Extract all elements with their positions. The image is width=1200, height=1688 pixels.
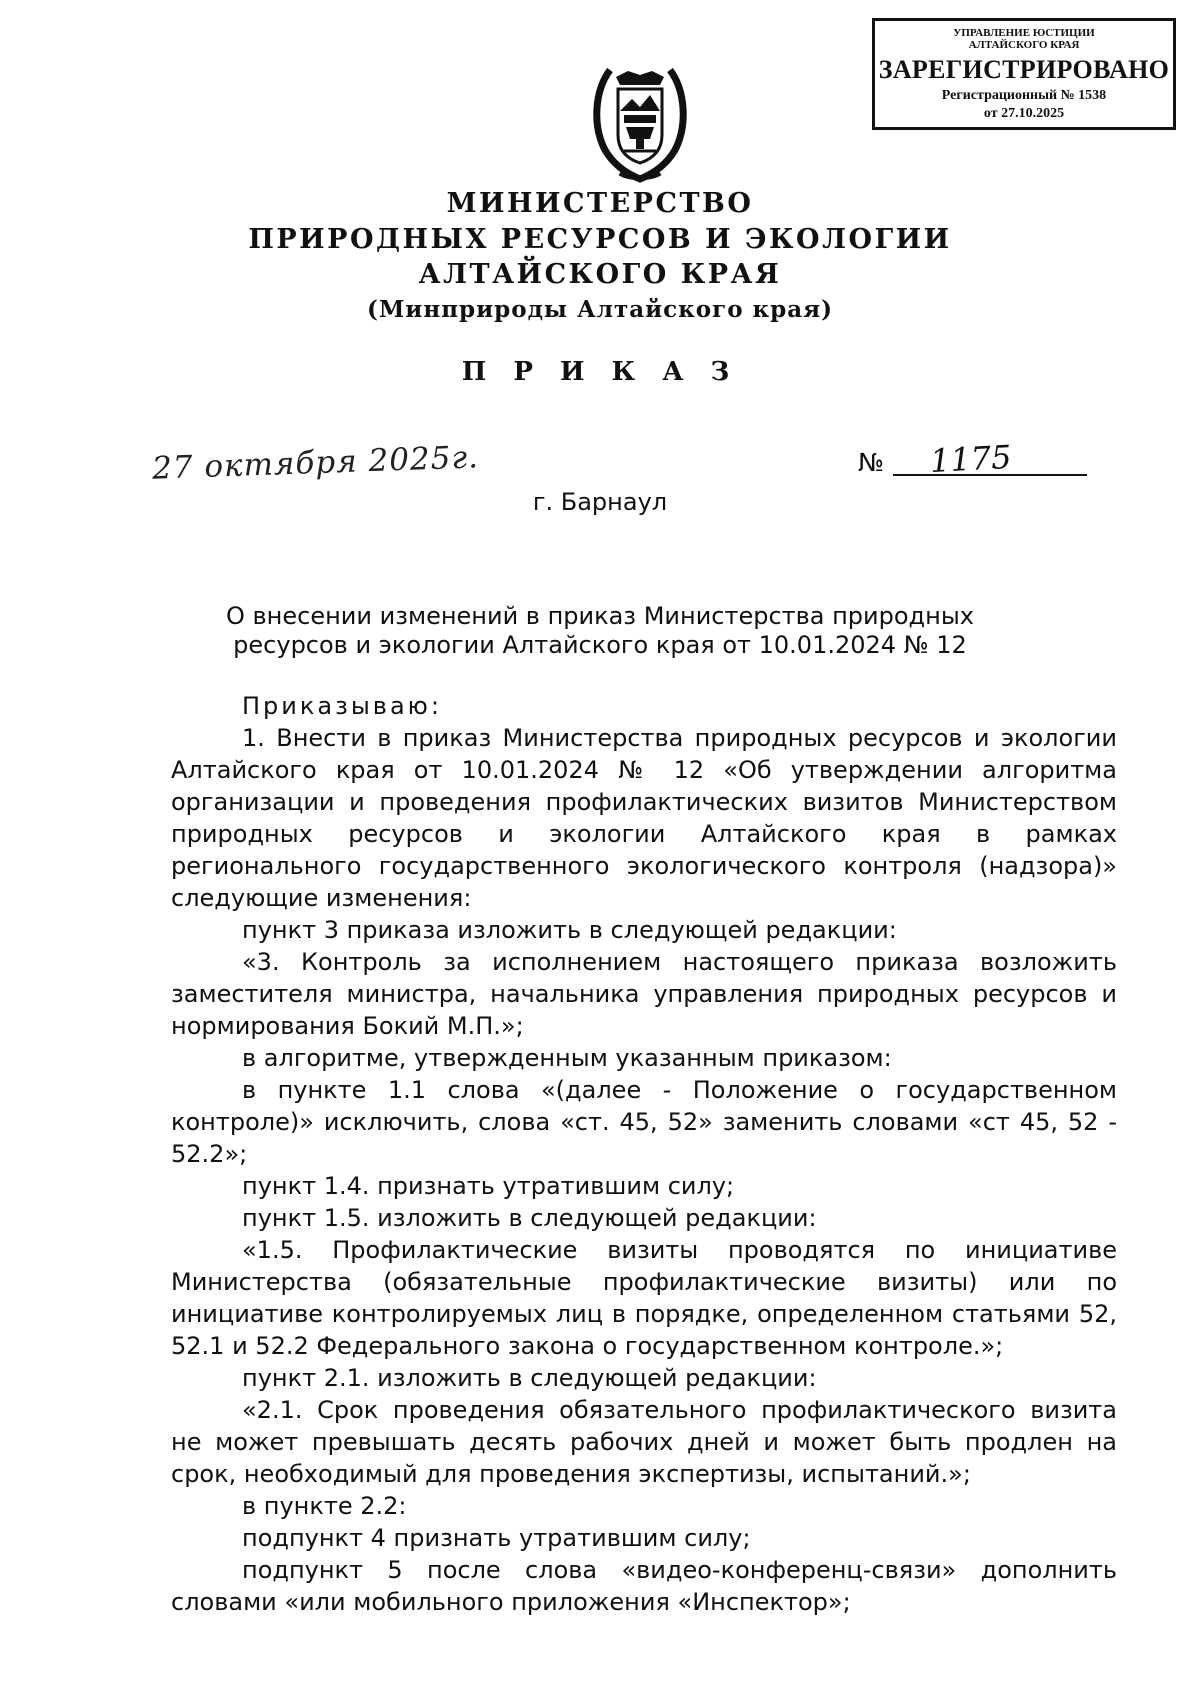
body-paragraph: подпункт 4 признать утратившим силу; [242, 1524, 751, 1552]
order-date-handwritten: 27 октября 2025г. [151, 439, 480, 487]
stamp-status: ЗАРЕГИСТРИРОВАНО [878, 55, 1170, 85]
altai-coat-of-arms-icon [580, 55, 700, 185]
body-paragraph: «2.1. Срок проведения обязательного профилактического визита не может превышать десять рабочих дней и может быть продлен на срок, необходимый для проведения экспертизы, испытаний.»; [171, 1396, 1117, 1488]
body-paragraph: «1.5. Профилактические визиты проводятся по инициативе Министерства (обязательные профилактические визиты) или по инициативе контролируемых лиц в порядке, определенном статьями 52, 52.1 и 52.2 Федерального закона о государственном контроле.»; [171, 1236, 1117, 1360]
ministry-title-line-2: ПРИРОДНЫХ РЕСУРСОВ И ЭКОЛОГИИ [248, 224, 952, 255]
order-body [171, 690, 1117, 1618]
stamp-date: от 27.10.2025 [983, 106, 1065, 122]
stamp-organization: УПРАВЛЕНИЕ ЮСТИЦИИ АЛТАЙСКОГО КРАЯ [953, 27, 1095, 52]
ministry-title-line-3: АЛТАЙСКОГО КРАЯ [418, 259, 782, 290]
ministry-title-line-1: МИНИСТЕРСТВО [446, 188, 754, 219]
body-paragraph: в алгоритме, утвержденным указанным приказом: [242, 1044, 892, 1072]
body-paragraph: пункт 2.1. изложить в следующей редакции: [242, 1364, 817, 1392]
document-type: П Р И К А З [461, 357, 739, 387]
stamp-registration-number: Регистрационный № 1538 [941, 87, 1107, 103]
body-paragraph: пункт 1.4. признать утратившим силу; [242, 1172, 735, 1200]
body-paragraph: в пункте 2.2: [242, 1492, 407, 1520]
order-intro: Приказываю: [242, 692, 442, 720]
order-city: г. Барнаул [532, 488, 668, 516]
order-subject-line: О внесении изменений в приказ Министерства природных [226, 602, 974, 630]
body-paragraph: в пункте 1.1 слова «(далее - Положение о государственном контроле)» исключить, слова «ст. 45, 52» заменить словами «ст 45, 52 - 52.2»; [171, 1076, 1117, 1168]
body-paragraph: 1. Внести в приказ Министерства природных ресурсов и экологии Алтайского края от 10.01.2024 № 12 «Об утверждении алгоритма организации и проведения профилактических визитов Министерством природных ресурсов и экологии Алтайского края в рамках регионального государственного экологического контроля (надзора)» следующие изменения: [171, 724, 1117, 912]
registration-stamp [872, 18, 1176, 130]
body-paragraph: пункт 3 приказа изложить в следующей редакции: [242, 916, 897, 944]
body-paragraph: «3. Контроль за исполнением настоящего приказа возложить заместителя министра, начальника управления природных ресурсов и нормирования Бокий М.П.»; [171, 948, 1117, 1040]
order-number-label: № [858, 448, 885, 477]
order-subject [160, 602, 1040, 660]
body-paragraph: пункт 1.5. изложить в следующей редакции: [242, 1204, 817, 1232]
order-subject-line: ресурсов и экологии Алтайского края от 10.01.2024 № 12 [233, 631, 967, 659]
order-number-handwritten: 1175 [929, 437, 1013, 481]
ministry-short-name: (Минприроды Алтайского края) [366, 296, 834, 323]
body-paragraph: подпункт 5 после слова «видео-конференц-связи» дополнить словами «или мобильного приложения «Инспектор»; [171, 1556, 1117, 1616]
